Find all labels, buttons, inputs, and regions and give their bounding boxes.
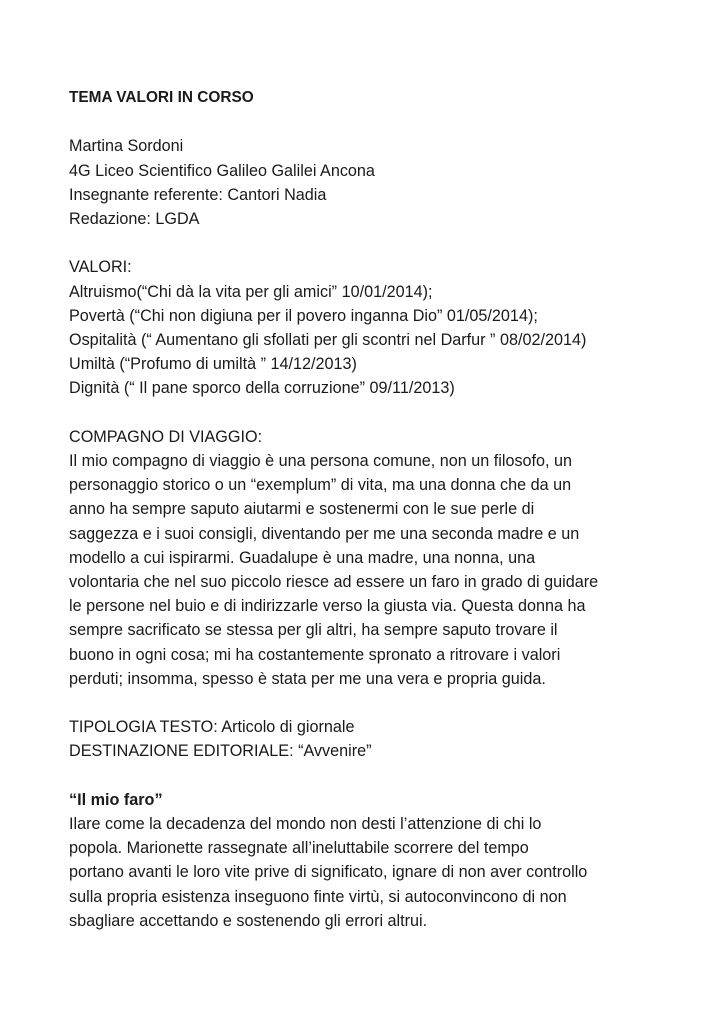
paragraph-line: le persone nel buio e di indirizzarle verso la giusta via. Questa donna ha xyxy=(69,597,586,616)
teacher-line: Insegnante referente: Cantori Nadia xyxy=(69,185,327,204)
paragraph-line: Il mio compagno di viaggio è una persona comune, non un filosofo, un xyxy=(69,452,573,470)
paragraph-line: perduti; insomma, spesso è stata per me una vera e propria guida. xyxy=(69,669,546,688)
article-paragraph xyxy=(69,812,669,933)
paragraph-line: Ilare come la decadenza del mondo non desti l’attenzione di chi lo xyxy=(69,815,542,834)
valori-item: Ospitalità (“ Aumentano gli sfollati per gli scontri nel Darfur ” 08/02/2014) xyxy=(69,331,587,349)
spacer xyxy=(69,231,669,255)
author-name: Martina Sordoni xyxy=(69,137,184,156)
compagno-heading: COMPAGNO DI VIAGGIO: xyxy=(69,427,263,446)
redazione-line: Redazione: LGDA xyxy=(69,210,200,228)
paragraph-line: volontaria che nel suo piccolo riesce ad essere un faro in grado di guidare xyxy=(69,573,599,592)
compagno-paragraph xyxy=(69,449,669,691)
destinazione-line: DESTINAZIONE EDITORIALE: “Avvenire” xyxy=(69,742,372,761)
valori-item: Umiltà (“Profumo di umiltà ” 14/12/2013) xyxy=(69,355,357,374)
valori-item: Altruismo(“Chi dà la vita per gli amici” 10/01/2014); xyxy=(69,282,433,301)
spacer xyxy=(69,691,669,715)
paragraph-line: sulla propria esistenza inseguono finte virtù, si autoconvincono di non xyxy=(69,887,567,906)
document-page xyxy=(69,86,669,933)
paragraph-line: buono in ogni cosa; mi ha costantemente spronato a ritrovare i valori xyxy=(69,645,561,664)
valori-item: Dignità (“ Il pane sporco della corruzione” 09/11/2013) xyxy=(69,379,455,398)
valori-heading: VALORI: xyxy=(69,258,132,277)
paragraph-line: sbagliare accettando e sostenendo gli errori altrui. xyxy=(69,911,428,930)
paragraph-line: anno ha sempre saputo aiutarmi e sostenermi con le sue perle di xyxy=(69,500,535,519)
paragraph-line: personaggio storico o un “exemplum” di vita, ma una donna che da un xyxy=(69,476,572,495)
author-school: 4G Liceo Scientifico Galileo Galilei Ancona xyxy=(69,161,375,180)
paragraph-line: portano avanti le loro vite prive di significato, ignare di non aver controllo xyxy=(69,863,588,882)
valori-item: Povertà (“Chi non digiuna per il povero inganna Dio” 01/05/2014); xyxy=(69,306,538,325)
paragraph-line: saggezza e i suoi consigli, diventando per me una seconda madre e un xyxy=(69,524,580,543)
paragraph-line: popola. Marionette rassegnate all’ineluttabile scorrere del tempo xyxy=(69,839,529,858)
paragraph-line: sempre sacrificato se stessa per gli altri, ha sempre saputo trovare il xyxy=(69,621,558,640)
spacer xyxy=(69,764,669,788)
document-title: TEMA VALORI IN CORSO xyxy=(69,89,254,106)
article-title: “Il mio faro” xyxy=(69,790,163,809)
tipologia-line: TIPOLOGIA TESTO: Articolo di giornale xyxy=(69,718,355,737)
paragraph-line: modello a cui ispirarmi. Guadalupe è una madre, una nonna, una xyxy=(69,548,536,567)
spacer xyxy=(69,110,669,134)
spacer xyxy=(69,401,669,425)
